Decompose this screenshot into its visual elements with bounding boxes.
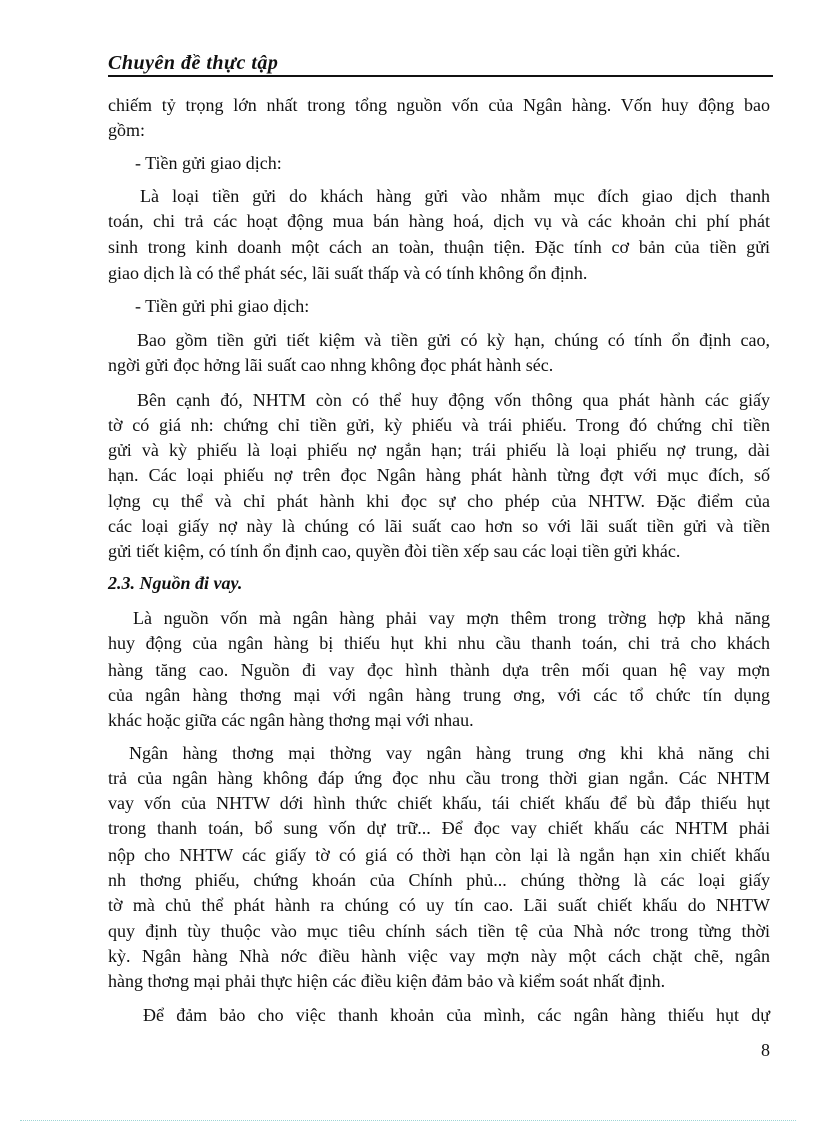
- text-line: gồm:: [108, 120, 146, 140]
- text-line: trong thanh toán, bổ sung vốn dự trữ... Để đọc vay chiết khấu các NHTM phải: [108, 818, 770, 838]
- text-line: toán, chi trả các hoạt động mua bán hàng hoá, dịch vụ và các khoản chi phí phát: [108, 211, 770, 231]
- text-line: chiếm tỷ trọng lớn nhất trong tổng nguồn vốn của Ngân hàng. Vốn huy động bao: [108, 95, 770, 115]
- text-line: lợng cụ thể và chỉ phát hành khi đọc sự cho phép của NHTW. Đặc điểm của: [108, 491, 770, 511]
- text-line: Là loại tiền gửi do khách hàng gửi vào nhằm mục đích giao dịch thanh: [140, 186, 770, 206]
- text-line: Để đảm bảo cho việc thanh khoản của mình, các ngân hàng thiếu hụt dự: [143, 1005, 770, 1025]
- text-line: huy động của ngân hàng bị thiếu hụt khi nhu cầu thanh toán, chi trả cho khách: [108, 633, 770, 653]
- text-line: trả của ngân hàng không đáp ứng đọc nhu cầu trong thời gian ngắn. Các NHTM: [108, 768, 770, 788]
- text-line: quy định tùy thuộc vào mục tiêu chính sách tiền tệ của Nhà nớc trong từng thời: [108, 921, 770, 941]
- page-number: 8: [761, 1040, 770, 1060]
- text-line: kỳ. Ngân hàng Nhà nớc điều hành việc vay mợn này một cách chặt chẽ, ngân: [108, 946, 770, 966]
- text-line: của ngân hàng thơng mại với ngân hàng trung ơng, với các tổ chức tín dụng: [108, 685, 770, 705]
- text-line: nh thơng phiếu, chứng khoán của Chính phủ... chúng thờng là các loại giấy: [108, 870, 770, 890]
- text-line: gửi và kỳ phiếu là loại phiếu nợ ngắn hạn; trái phiếu là loại phiếu nợ trung, dài: [108, 440, 770, 460]
- text-line: các loại giấy nợ này là chúng có lãi suất cao hơn so với lãi suất tiền gửi và tiền: [108, 516, 770, 536]
- text-line: - Tiền gửi giao dịch:: [135, 153, 282, 173]
- text-line: ngời gửi đọc hởng lãi suất cao nhng không đọc phát hành séc.: [108, 355, 554, 375]
- page-bottom-border: [20, 1120, 796, 1121]
- running-header: Chuyên đề thực tập: [108, 52, 279, 74]
- text-line: nộp cho NHTW các giấy tờ có giá có thời hạn còn lại là ngắn hạn xin chiết khấu: [108, 845, 770, 865]
- text-line: khác hoặc giữa các ngân hàng thơng mại với nhau.: [108, 710, 474, 730]
- text-line: tờ có giá nh: chứng chỉ tiền gửi, kỳ phiếu và trái phiếu. Trong đó chứng chỉ tiền: [108, 415, 770, 435]
- text-line: Bên cạnh đó, NHTM còn có thể huy động vốn thông qua phát hành các giấy: [137, 390, 770, 410]
- text-line: vay vốn của NHTW dới hình thức chiết khấu, tái chiết khấu để bù đắp thiếu hụt: [108, 793, 770, 813]
- text-line: Ngân hàng thơng mại thờng vay ngân hàng trung ơng khi khả năng chi: [129, 743, 770, 763]
- text-line: gửi tiết kiệm, có tính ổn định cao, quyền đòi tiền xếp sau các loại tiền gửi khác.: [108, 541, 681, 561]
- text-line: sinh trong kinh doanh một cách an toàn, thuận tiện. Đặc tính cơ bản của tiền gửi: [108, 237, 770, 257]
- header-rule: [108, 75, 773, 77]
- text-line: - Tiền gửi phi giao dịch:: [135, 296, 310, 316]
- text-line: Bao gồm tiền gửi tiết kiệm và tiền gửi có kỳ hạn, chúng có tính ổn định cao,: [137, 330, 770, 350]
- section-heading: 2.3. Nguồn đi vay.: [108, 573, 243, 593]
- text-line: giao dịch là có thể phát séc, lãi suất thấp và có tính không ổn định.: [108, 263, 588, 283]
- text-line: tờ mà chủ thể phát hành ra chúng có uy tín cao. Lãi suất chiết khấu do NHTW: [108, 895, 770, 915]
- text-line: Là nguồn vốn mà ngân hàng phải vay mợn thêm trong trờng hợp khả năng: [133, 608, 770, 628]
- text-line: hàng thơng mại phải thực hiện các điều kiện đảm bảo và kiểm soát nhất định.: [108, 971, 666, 991]
- text-line: hàng tăng cao. Nguồn đi vay đọc hình thành dựa trên mối quan hệ vay mợn: [108, 660, 770, 680]
- text-line: hạn. Các loại phiếu nợ trên đọc Ngân hàng phát hành từng đợt với mục đích, số: [108, 465, 770, 485]
